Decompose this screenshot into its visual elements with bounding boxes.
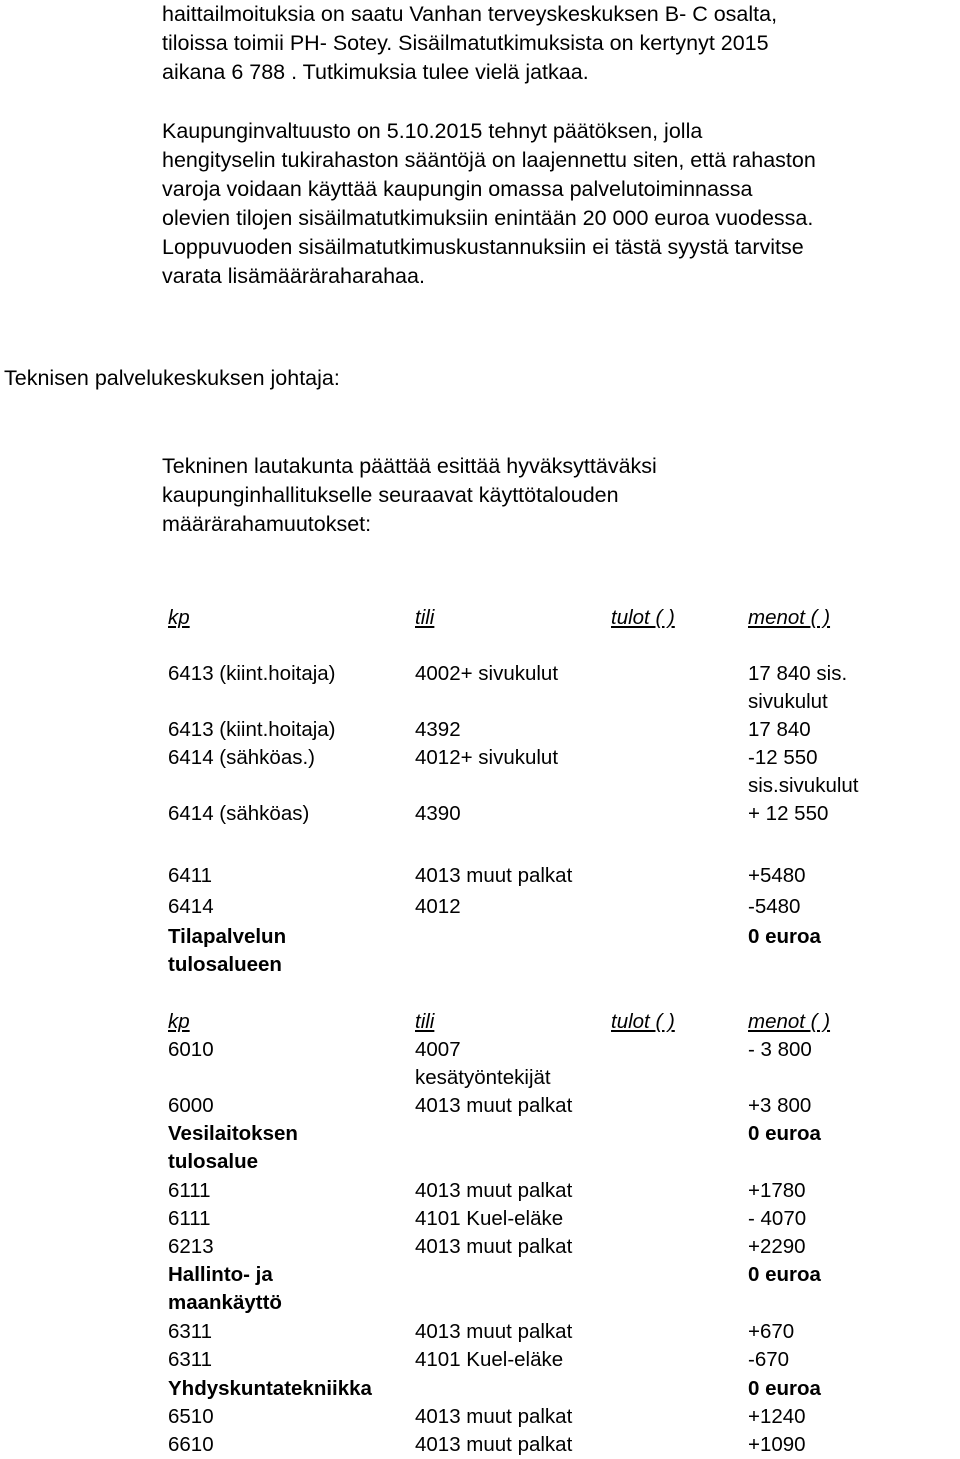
table-row bbox=[168, 744, 868, 800]
cell-menot: 17 840 bbox=[748, 718, 811, 741]
table-row bbox=[168, 1233, 868, 1261]
cell-kp: 6111 bbox=[168, 1207, 211, 1230]
table-row bbox=[168, 1403, 868, 1431]
cell-kp: 6414 (sähköas.) bbox=[168, 746, 316, 769]
cell-menot: -5480 bbox=[748, 895, 801, 918]
text-line: olevien tilojen sisäilmatutkimuksiin enintään 20 000 euroa vuodessa. bbox=[162, 206, 814, 230]
cell-menot: +2290 bbox=[748, 1235, 806, 1258]
cell-kp: 6414 bbox=[168, 895, 214, 918]
text-line: Loppuvuoden sisäilmatutkimuskustannuksiin ei tästä syystä tarvitse bbox=[162, 235, 804, 259]
cell-kp-line: Hallinto- ja bbox=[168, 1263, 273, 1286]
table-row bbox=[168, 716, 868, 744]
table-row bbox=[168, 660, 868, 716]
cell-kp: Yhdyskuntatekniikka bbox=[168, 1377, 372, 1400]
cell-kp: 6510 bbox=[168, 1405, 214, 1428]
table-row bbox=[168, 1318, 868, 1346]
cell-tili: 4013 muut palkat bbox=[415, 1320, 573, 1343]
cell-menot-line: sis.sivukulut bbox=[748, 774, 859, 797]
cell-tili bbox=[415, 1036, 551, 1092]
cell-tili: 4101 Kuel-eläke bbox=[415, 1207, 564, 1230]
cell-menot: +1780 bbox=[748, 1179, 806, 1202]
text-line: Tekninen lautakunta päättää esittää hyväksyttäväksi bbox=[162, 454, 657, 478]
table-row bbox=[168, 800, 868, 828]
cell-kp bbox=[168, 1261, 282, 1317]
table-row bbox=[168, 1092, 868, 1120]
cell-tili-line: 4007 bbox=[415, 1038, 461, 1061]
text-line: kaupunginhallitukselle seuraavat käyttötalouden bbox=[162, 483, 619, 507]
cell-tili: 4013 muut palkat bbox=[415, 1405, 573, 1428]
table-row bbox=[168, 1036, 868, 1092]
cell-kp-line: tulosalueen bbox=[168, 953, 282, 976]
column-header-tulot: tulot ( ) bbox=[611, 606, 675, 629]
cell-kp: 6213 bbox=[168, 1235, 214, 1258]
cell-tili: 4012 bbox=[415, 895, 461, 918]
table-row bbox=[168, 1177, 868, 1205]
table-subtotal-row bbox=[168, 1375, 868, 1403]
cell-kp: 6111 bbox=[168, 1179, 211, 1202]
cell-kp: 6311 bbox=[168, 1348, 213, 1371]
column-header-kp: kp bbox=[168, 1010, 190, 1033]
cell-kp: 6610 bbox=[168, 1433, 214, 1456]
table-row bbox=[168, 893, 868, 921]
cell-menot: +670 bbox=[748, 1320, 795, 1343]
cell-tili-line: kesätyöntekijät bbox=[415, 1066, 551, 1089]
table-subtotal-row bbox=[168, 1120, 868, 1176]
text-line: varoja voidaan käyttää kaupungin omassa palvelutoiminnassa bbox=[162, 177, 753, 201]
column-header-menot: menot ( ) bbox=[748, 1010, 831, 1033]
cell-menot bbox=[748, 660, 847, 716]
cell-menot: 0 euroa bbox=[748, 1122, 821, 1145]
paragraph-proposal bbox=[162, 452, 952, 539]
table-row bbox=[168, 1205, 868, 1233]
text-line: tiloissa toimii PH- Sotey. Sisäilmatutkimuksista on kertynyt 2015 bbox=[162, 31, 769, 55]
table-subtotal-row bbox=[168, 1261, 868, 1317]
cell-kp-line: Tilapalvelun bbox=[168, 925, 287, 948]
cell-menot-line: -12 550 bbox=[748, 746, 818, 769]
paragraph-intro bbox=[162, 0, 952, 87]
cell-kp-line: maankäyttö bbox=[168, 1291, 282, 1314]
cell-tili: 4013 muut palkat bbox=[415, 1179, 573, 1202]
cell-menot bbox=[748, 744, 859, 800]
table-row bbox=[168, 1346, 868, 1374]
column-header-kp: kp bbox=[168, 606, 190, 629]
cell-kp: 6414 (sähköas) bbox=[168, 802, 310, 825]
cell-tili: 4012+ sivukulut bbox=[415, 746, 559, 769]
text-line: hengityselin tukirahaston sääntöjä on laajennettu siten, että rahaston bbox=[162, 148, 816, 172]
column-header-tili: tili bbox=[415, 606, 435, 629]
cell-menot-line: 17 840 sis. bbox=[748, 662, 848, 685]
cell-kp bbox=[168, 1120, 298, 1176]
cell-menot: 0 euroa bbox=[748, 925, 821, 948]
paragraph-council-decision bbox=[162, 117, 952, 291]
column-header-tili: tili bbox=[415, 1010, 435, 1033]
cell-kp bbox=[168, 923, 286, 979]
cell-tili: 4390 bbox=[415, 802, 461, 825]
cell-menot: +3 800 bbox=[748, 1094, 812, 1117]
cell-menot: +5480 bbox=[748, 864, 806, 887]
text-line: haittailmoituksia on saatu Vanhan terveyskeskuksen B- C osalta, bbox=[162, 2, 778, 26]
column-header-tulot: tulot ( ) bbox=[611, 1010, 675, 1033]
cell-menot: 0 euroa bbox=[748, 1263, 821, 1286]
cell-kp: 6010 bbox=[168, 1038, 214, 1061]
cell-tili: 4101 Kuel-eläke bbox=[415, 1348, 564, 1371]
text-line: Kaupunginvaltuusto on 5.10.2015 tehnyt päätöksen, jolla bbox=[162, 119, 703, 143]
cell-tili: 4013 muut palkat bbox=[415, 864, 573, 887]
cell-kp-line: Vesilaitoksen bbox=[168, 1122, 298, 1145]
cell-kp: 6413 (kiint.hoitaja) bbox=[168, 662, 336, 685]
table-header-row bbox=[168, 1008, 868, 1036]
cell-kp-line: tulosalue bbox=[168, 1150, 258, 1173]
cell-tili: 4013 muut palkat bbox=[415, 1094, 573, 1117]
cell-tili: 4392 bbox=[415, 718, 461, 741]
cell-tili: 4013 muut palkat bbox=[415, 1235, 573, 1258]
cell-kp: 6413 (kiint.hoitaja) bbox=[168, 718, 336, 741]
cell-kp: 6000 bbox=[168, 1094, 214, 1117]
cell-menot: - 4070 bbox=[748, 1207, 807, 1230]
section-heading: Teknisen palvelukeskuksen johtaja: bbox=[4, 366, 340, 390]
text-line: aikana 6 788 . Tutkimuksia tulee vielä jatkaa. bbox=[162, 60, 589, 84]
cell-menot: +1240 bbox=[748, 1405, 806, 1428]
cell-menot: + 12 550 bbox=[748, 802, 829, 825]
table-header-row bbox=[168, 604, 868, 632]
cell-kp: 6311 bbox=[168, 1320, 213, 1343]
cell-menot: 0 euroa bbox=[748, 1377, 821, 1400]
cell-tili: 4002+ sivukulut bbox=[415, 662, 559, 685]
cell-tili: 4013 muut palkat bbox=[415, 1433, 573, 1456]
table-row bbox=[168, 862, 868, 890]
cell-menot-line: sivukulut bbox=[748, 690, 828, 713]
cell-kp: 6411 bbox=[168, 864, 213, 887]
column-header-menot: menot ( ) bbox=[748, 606, 831, 629]
cell-menot: - 3 800 bbox=[748, 1038, 812, 1061]
text-line: määrärahamuutokset: bbox=[162, 512, 372, 536]
cell-menot: +1090 bbox=[748, 1433, 806, 1456]
text-line: varata lisämääräraharahaa. bbox=[162, 264, 425, 288]
table-subtotal-row bbox=[168, 923, 868, 979]
table-row bbox=[168, 1431, 868, 1459]
cell-menot: -670 bbox=[748, 1348, 790, 1371]
